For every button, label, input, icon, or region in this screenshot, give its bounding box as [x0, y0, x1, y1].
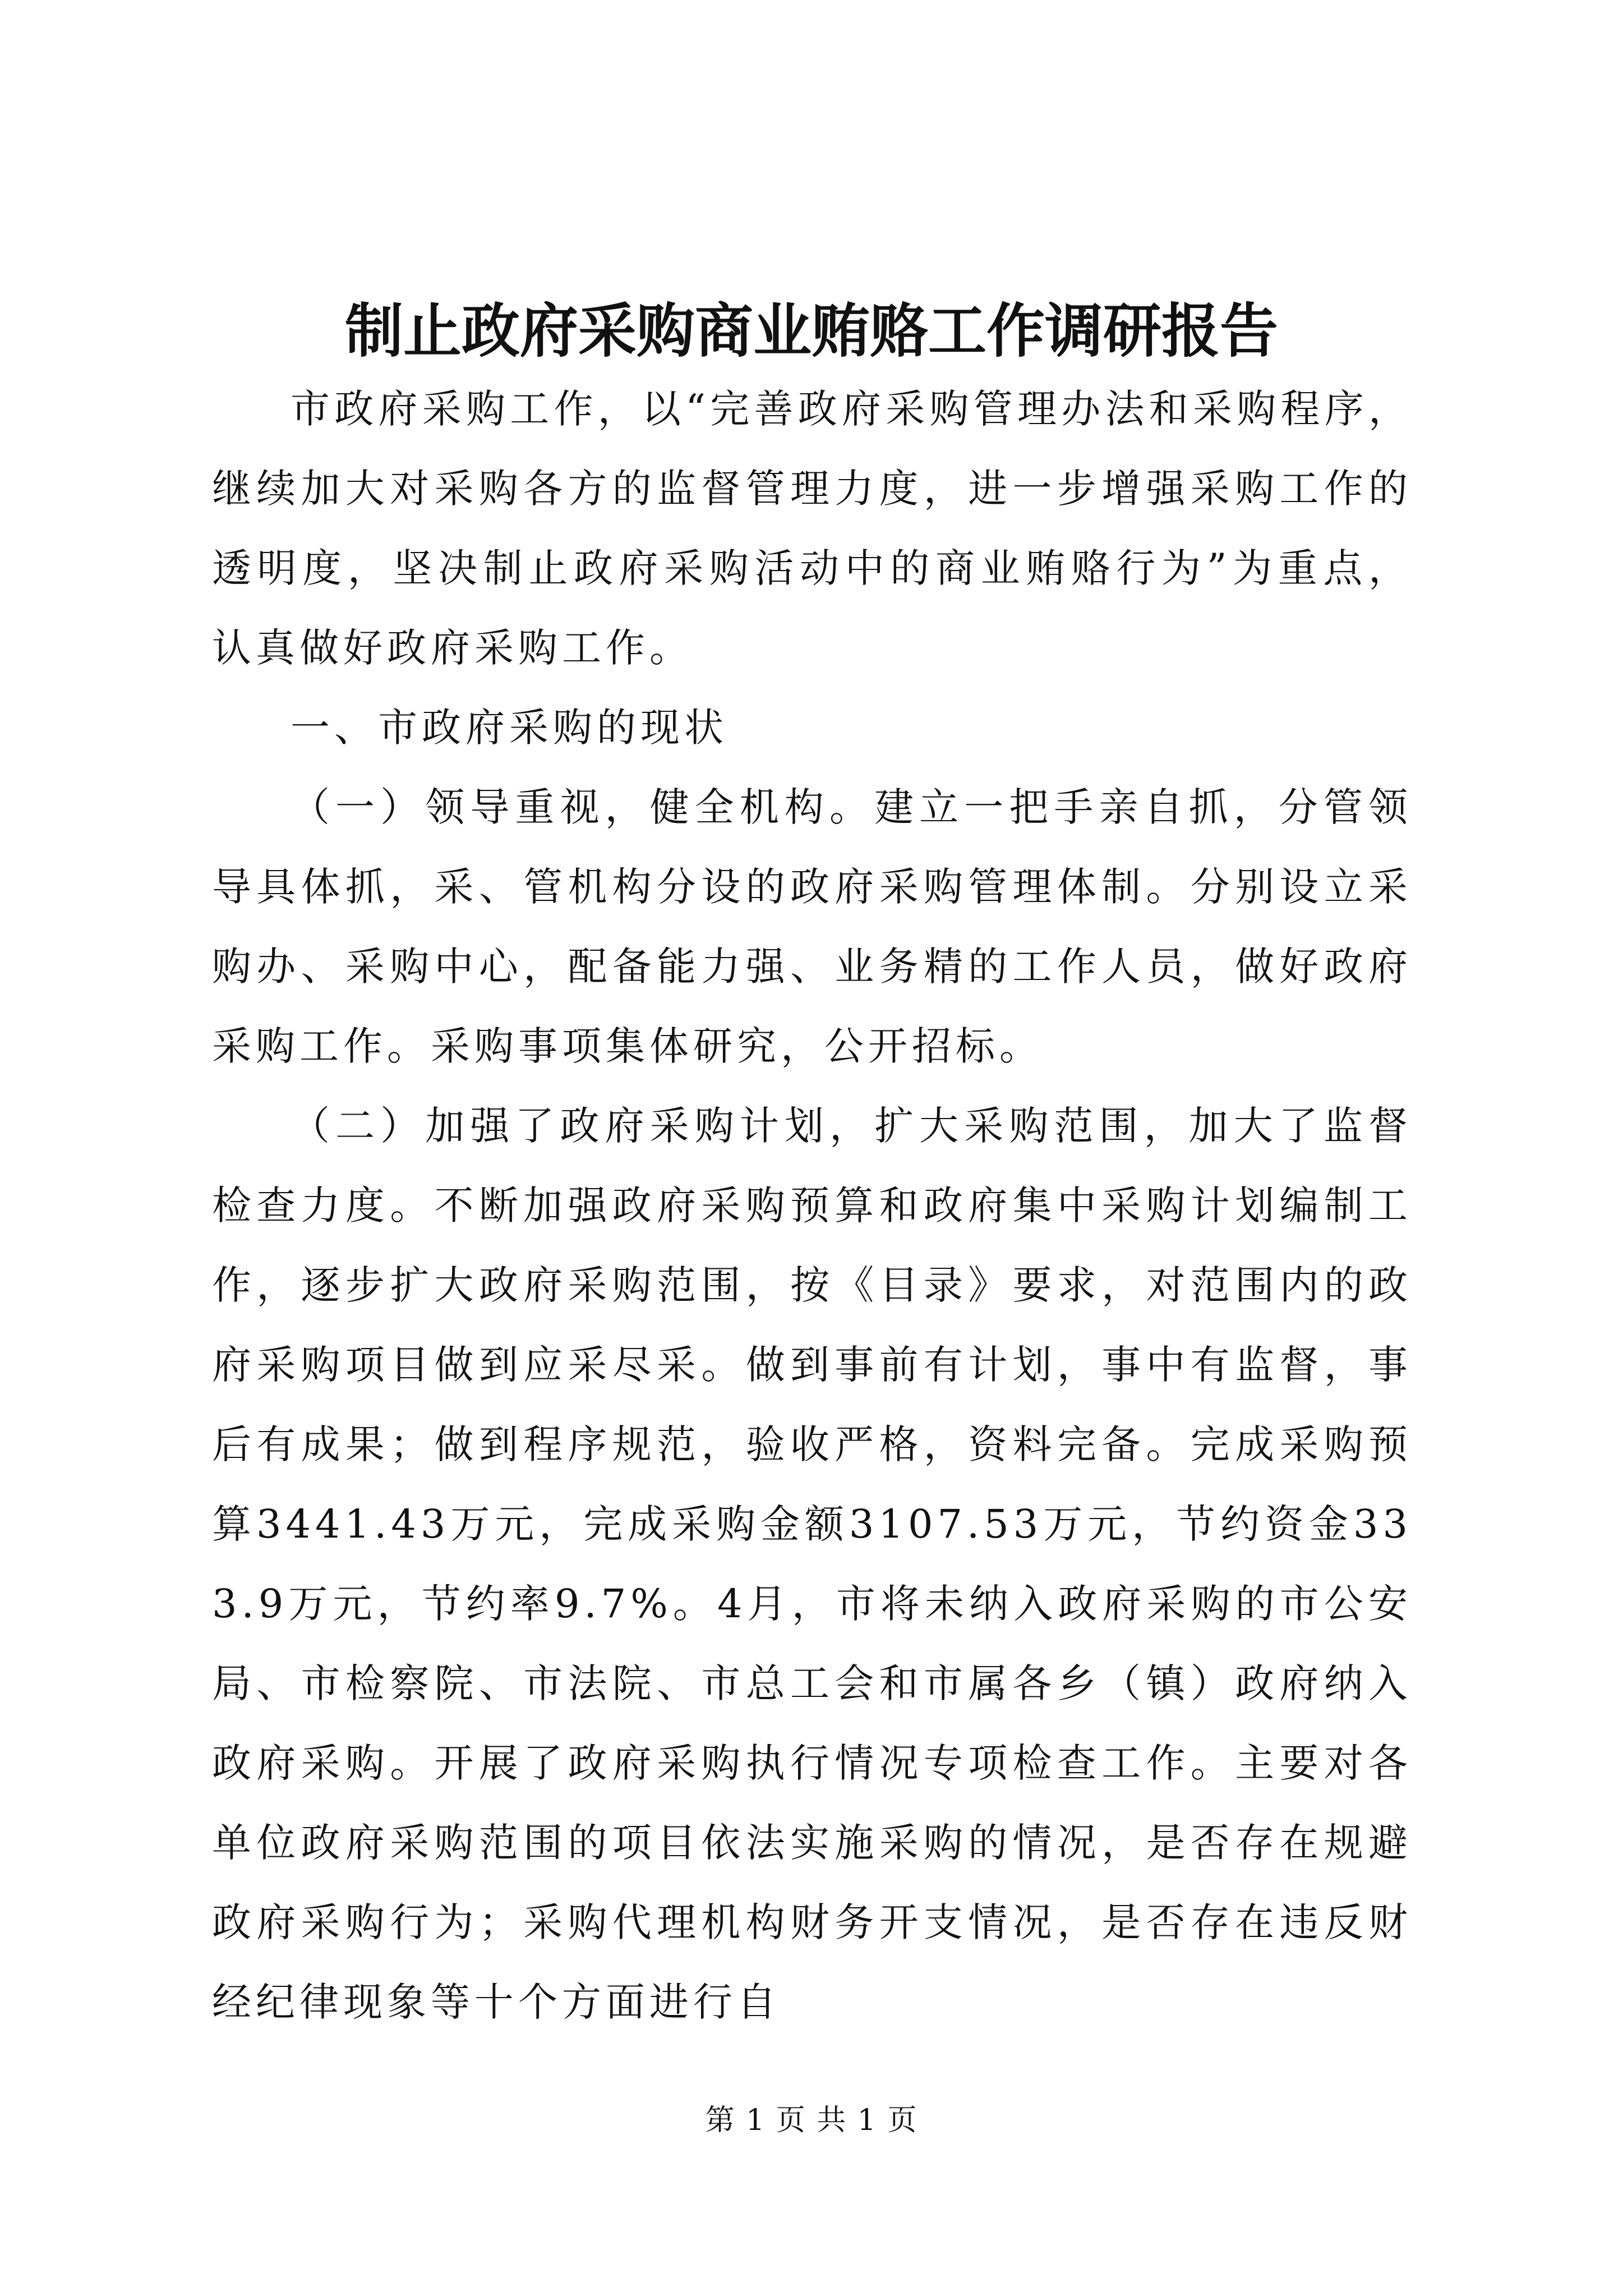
document-title: 制止政府采购商业贿赂工作调研报告: [344, 296, 1278, 365]
document-body: [212, 369, 1412, 2042]
page-footer: 第 1 页 共 1 页: [705, 2104, 918, 2137]
section-heading-1: 一、市政府采购的现状: [291, 705, 728, 751]
paragraph-intro: 市政府采购工作，以“完善政府采购管理办法和采购程序，继续加大对采购各方的监督管理力度，进一步增强采购工作的透明度，坚决制止政府采购活动中的商业贿赂行为”为重点，认真做好政府采购工作。: [212, 386, 1412, 671]
paragraph-subsection-1: （一）领导重视，健全机构。建立一把手亲自抓，分管领导具体抓，采、管机构分设的政府采购管理体制。分别设立采购办、采购中心，配备能力强、业务精的工作人员，做好政府采购工作。采购事项集体研究，公开招标。: [212, 784, 1412, 1069]
paragraph-subsection-2: （二）加强了政府采购计划，扩大采购范围，加大了监督检查力度。不断加强政府采购预算和政府集中采购计划编制工作，逐步扩大政府采购范围，按《目录》要求，对范围内的政府采购项目做到应采尽采。做到事前有计划，事中有监督，事后有成果；做到程序规范，验收严格，资料完备。完成采购预算3441.43万元，完成采购金额3107.53万元，节约资金333.9万元，节约率9.7%。4月，市将未纳入政府采购的市公安局、市检察院、市法院、市总工会和市属各乡（镇）政府纳入政府采购。开展了政府采购执行情况专项检查工作。主要对各单位政府采购范围的项目依法实施采购的情况，是否存在规避政府采购行为；采购代理机构财务开支情况，是否存在违反财经纪律现象等十个方面进行自: [212, 1103, 1412, 2025]
